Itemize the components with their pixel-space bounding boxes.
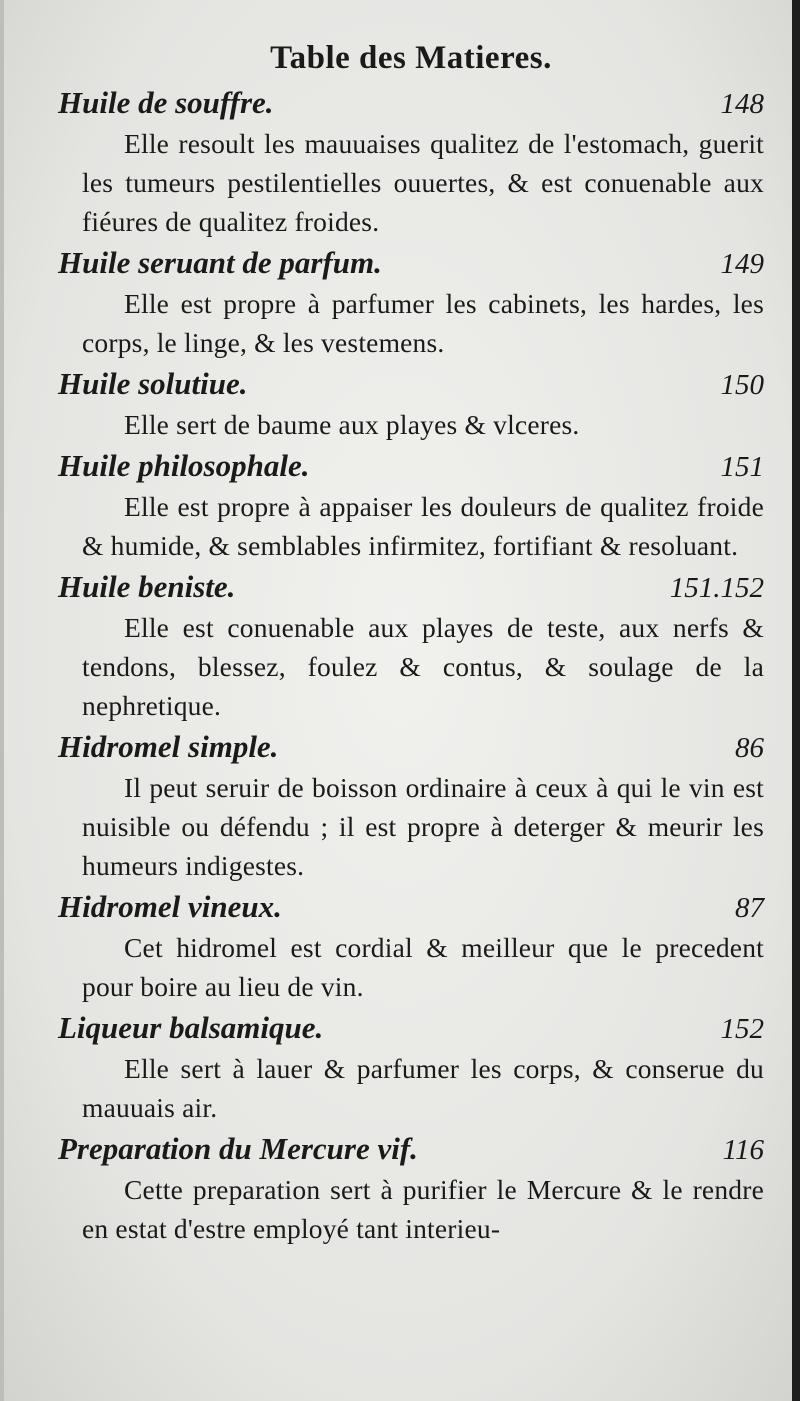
entry-page-number: 150 [720, 369, 764, 401]
entry-page-number: 151.152 [669, 572, 764, 604]
entry-heading-row [58, 364, 764, 405]
entry [58, 1129, 764, 1248]
entry [58, 83, 764, 241]
entry [58, 567, 764, 725]
entry-page-number: 151 [720, 451, 764, 483]
page-left-edge [0, 0, 4, 1401]
entry [58, 1008, 764, 1127]
entry-heading: Huile de souffre. [58, 85, 274, 120]
entry-heading: Huile seruant de parfum. [58, 245, 382, 280]
entries-list [58, 83, 764, 1248]
entry-heading: Hidromel simple. [58, 729, 279, 764]
entry-text: Elle est propre à appaiser les douleurs de qualitez froide & humide, & semblables infirmitez, fortifiant & resoluant. [82, 491, 764, 561]
page-title: Table des Matieres. [270, 40, 552, 76]
entry-heading: Huile solutiue. [58, 366, 248, 401]
entry-page-number: 87 [735, 892, 764, 924]
entry-text: Elle est propre à parfumer les cabinets, les hardes, les corps, le linge, & les vestemens. [82, 288, 764, 358]
entry [58, 446, 764, 565]
entry-heading-row [58, 1129, 764, 1170]
entry-page-number: 149 [720, 248, 764, 280]
entry [58, 243, 764, 362]
entry-text: Elle resoult les mauuaises qualitez de l'estomach, guerit les tumeurs pestilentielles ouuertes, & est conuenable aux fiéures de qualitez froides. [82, 128, 764, 237]
entry [58, 364, 764, 444]
entry-text: Cette preparation sert à purifier le Mercure & le rendre en estat d'estre employé tant interieu- [82, 1174, 764, 1244]
entry-heading-row [58, 727, 764, 768]
entry-heading: Preparation du Mercure vif. [58, 1131, 418, 1166]
entry-page-number: 116 [722, 1134, 764, 1166]
entry-text: Il peut seruir de boisson ordinaire à ceux à qui le vin est nuisible ou défendu ; il est propre à deterger & meurir les humeurs indigestes. [82, 772, 764, 881]
entry-page-number: 152 [720, 1013, 764, 1045]
entry-heading: Huile beniste. [58, 569, 236, 604]
entry-heading: Huile philosophale. [58, 448, 310, 483]
entry-heading: Liqueur balsamique. [58, 1010, 324, 1045]
entry-page-number: 86 [735, 732, 764, 764]
entry-heading-row [58, 446, 764, 487]
entry-heading-row [58, 83, 764, 124]
entry-heading-row [58, 1008, 764, 1049]
entry-heading-row [58, 567, 764, 608]
entry-heading: Hidromel vineux. [58, 889, 282, 924]
entry-heading-row [58, 887, 764, 928]
page-right-edge [792, 0, 800, 1401]
entry-text: Elle est conuenable aux playes de teste, aux nerfs & tendons, blessez, foulez & contus, & soulage de la nephretique. [82, 612, 764, 721]
entry-page-number: 148 [720, 88, 764, 120]
entry [58, 887, 764, 1006]
entry-text: Cet hidromel est cordial & meilleur que le precedent pour boire au lieu de vin. [82, 932, 764, 1002]
entry-text: Elle sert de baume aux playes & vlceres. [124, 409, 580, 440]
entry-heading-row [58, 243, 764, 284]
entry-text: Elle sert à lauer & parfumer les corps, & conserue du mauuais air. [82, 1053, 764, 1123]
entry [58, 727, 764, 885]
